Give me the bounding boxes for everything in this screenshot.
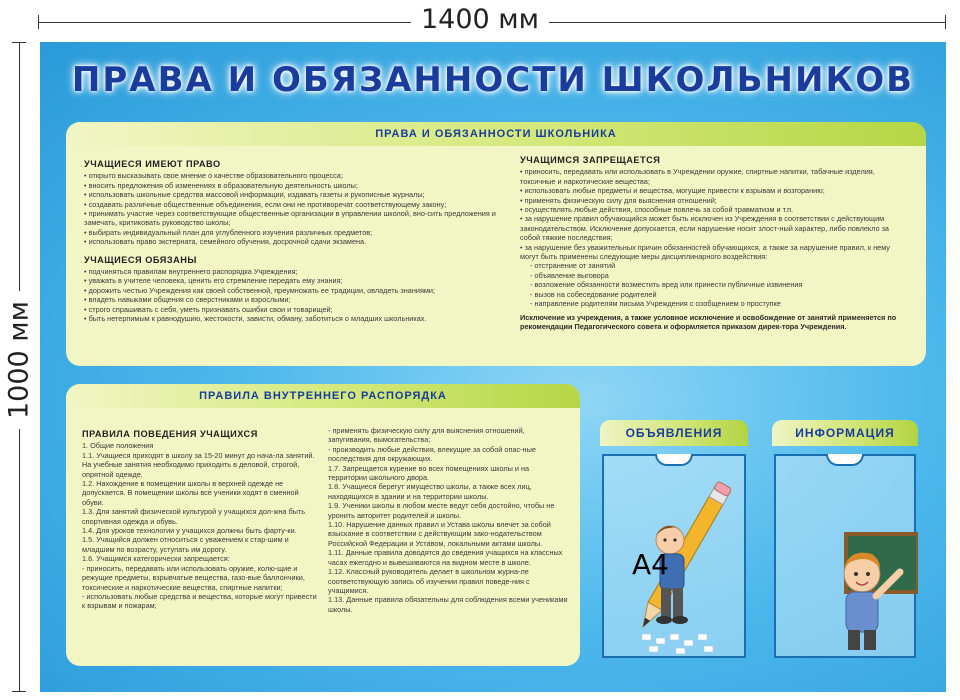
width-label: 1400 мм [411,4,549,35]
list-item: - использовать любые средства и вещества, которые могут привести к взрывам и пожарам; [82,591,317,611]
boy-at-blackboard-illustration [776,456,918,660]
forbidden-list [520,167,908,261]
list-item: • за нарушение без уважительных причин обязанностей обучающихся, а также за нарушение правил, к нему могут быть применены следующие меры дисциплинарного воздействия: [520,242,890,262]
forbidden-column [520,156,908,331]
list-item: • открыто высказывать свое мнение о качестве образовательного процесса; [84,171,343,181]
rules-left-column [82,430,318,611]
list-item: • вносить предложения об изменениях в образовательную деятельность школы; [84,180,358,190]
poster-title: ПРАВА И ОБЯЗАННОСТИ ШКОЛЬНИКОВ [71,60,915,100]
width-tick-right [945,15,946,29]
rights-list [84,171,496,246]
rights-title: УЧАЩИЕСЯ ИМЕЮТ ПРАВО [84,159,221,169]
list-item: 1.10. Нарушение данных правил и Устава школы влечет за собой взыскание в соответствии с действующим зако-нодательством Российской Федерации и Уставом, локальными актами школы. [328,520,551,548]
list-item: 1.2. Нахождение в помещении школы в верхней одежде не допускается. В помещении школы все ученики ходят в сменной обуви. [82,479,299,507]
list-item: 1.12. Классный руководитель делает в школьном журна-ле соответствующую запись об изучении правил поведе-ния с учащимися. [328,567,530,595]
list-item: 1.11. Данные правила доводятся до сведения учащихся на классных часах ежегодно и вывешиваются на видном месте в школе. [328,548,563,567]
list-item: • выбирать индивидуальный план для углубленного изучения различных предметов; [84,227,373,237]
announcements-heading: ОБЪЯВЛЕНИЯ [600,420,748,446]
boy-with-pencil-illustration [604,456,748,660]
a4-sheet-label: A4 [632,548,669,581]
exclusion-note: Исключение из учреждения, а также условное исключение и освобождение от занятий применяется по рекомендации Педагогического совета и оформляется приказом дирек-тора Учреждения. [520,312,897,331]
rights-duties-panel [66,122,926,366]
height-tick-top [12,42,26,43]
list-item: 1. Общие положения [82,441,154,451]
list-item: • использовать право экстерната, семейного обучения, досрочной сдачи экзамена. [84,237,367,247]
list-item: 1.1. Учащиеся приходят в школу за 15-20 минут до нача-ла занятий. На учебные занятия необходимо приходить в деловой, строгой, опрятной одежде. [82,450,315,479]
information-pocket [774,454,916,658]
information-heading: ИНФОРМАЦИЯ [772,420,918,446]
list-item: • использовать любые предметы и вещества, могущие привести к взрывам и возгоранию; [520,186,825,196]
list-item: • создавать различные общественные объединения, если они не противоречат соответствующему закону; [84,199,447,209]
list-item: • уважать в учителе человека, ценить его стремление передать ему знания; [84,276,343,286]
list-item: • использовать школьные средства массовой информации, издавать газеты и рукописные журналы; [84,190,425,200]
list-item: - вызов на собеседование родителей [530,289,657,299]
poster [40,42,946,692]
list-item: 1.6. Учащимся категорически запрещается: [82,554,230,564]
width-tick-left [38,15,39,29]
internal-rules-heading: ПРАВИЛА ВНУТРЕННЕГО РАСПОРЯДКА [66,384,580,408]
list-item: • владеть навыками общения со сверстниками и взрослыми; [84,295,291,305]
list-item: - применять физическую силу для выяснения отношений, запугивания, вымогательства; [328,426,525,445]
internal-rules-panel [66,384,580,666]
list-item: - приносить, передавать или использовать оружие, колю-щие и режущие предметы, взрывчатые вещества, газо-вые баллончики, токсические и наркотические вещества, спиртные напитки; [82,563,305,592]
width-dimension [0,0,960,40]
list-item: • применять физическую силу для выяснения отношений; [520,195,717,205]
list-item: 1.3. Для занятий физической культурой у учащихся дол-жна быть спортивная одежда и обувь. [82,507,306,526]
list-item: - направление родителям письма Учреждения с сообщением о проступке [530,299,781,309]
list-item: • быть нетерпимым к равнодушию, жестокости, зависти, обману, заботиться о младших школьниках. [84,314,427,324]
list-item: • приносить, передавать или использовать в Учреждении оружие, спиртные напитки, табачные изделия, токсичные и наркотические вещества; [520,167,875,186]
duties-title: УЧАЩИЕСЯ ОБЯЗАНЫ [84,254,197,265]
duties-list [84,267,496,323]
list-item: 1.9. Ученики школы в любом месте ведут себя достойно, чтобы не уронить авторитет родителей и школы. [328,501,555,520]
rights-duties-left-column [84,160,496,324]
list-item: • за нарушение правил обучающийся может быть исключен из Учреждения в соответствии с действующим законодательством. Исключение допускается, если нарушение носит злост-ный характер, либо повлекло за собой тяжкие последствия; [520,214,889,243]
list-item: - производить любые действия, влекущие за собой опас-ные последствия для окружающих. [328,444,536,464]
list-item: • строго спрашивать с себя, уметь признавать ошибки свои и товарищей; [84,304,333,314]
height-label: 1000 мм [4,291,35,429]
rules-right-list [328,426,568,614]
behavior-rules-title: ПРАВИЛА ПОВЕДЕНИЯ УЧАЩИХСЯ [82,429,258,439]
list-item: 1.13. Данные правила обязательны для соблюдения всеми учениками школы. [328,595,568,614]
height-dimension [0,40,36,700]
rights-duties-heading: ПРАВА И ОБЯЗАННОСТИ ШКОЛЬНИКА [66,122,926,146]
forbidden-title: УЧАЩИМСЯ ЗАПРЕЩАЕТСЯ [520,155,661,165]
list-item: 1.7. Запрещается курение во всех помещениях школы и на территории школьного двора. [328,463,530,483]
list-item: • принимать участие через соответствующие общественные организации в управлении школой, вно-сить предложения и замечать, критиковать руководство школы; [84,209,496,228]
list-item: - возложение обязанности возместить вред или принести публичные извинения [530,280,803,290]
rules-left-list [82,441,318,610]
height-tick-bottom [12,691,26,692]
list-item: - объявление выговора [530,270,609,280]
measures-list [520,261,908,308]
list-item: - отстранение от занятий [530,261,616,271]
list-item: 1.5. Учащийся должен относиться с уважением к стар-шим и младшим по возрасту, уступать им дорогу. [82,535,289,554]
rules-right-column [328,426,568,614]
list-item: • подчиняться правилам внутреннего распорядка Учреждения; [84,267,298,277]
list-item: • осуществлять любые действия, способные повлечь за собой травматизм и т.п. [520,205,794,215]
list-item: 1.8. Учащиеся берегут имущество школы, а также всех лиц, находящихся в здании и на территории школы. [328,482,532,501]
list-item: 1.4. Для уроков технологии у учащихся должны быть фарту-ки. [82,526,297,536]
list-item: • дорожить честью Учреждения как своей собственной, преумножать ее традиции, овладеть знаниями; [84,285,436,295]
announcements-pocket [602,454,746,658]
